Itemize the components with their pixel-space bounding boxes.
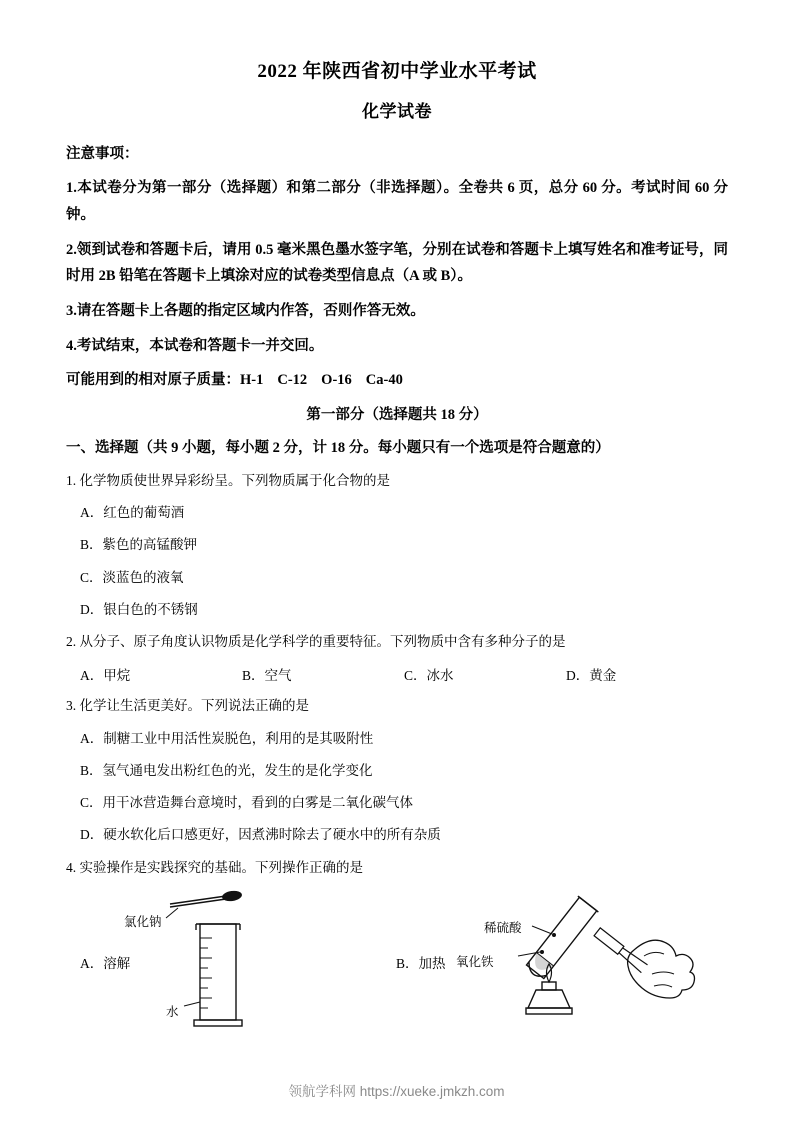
- question-1-stem: [66, 471, 728, 491]
- notice-heading: 注意事项：: [66, 146, 139, 162]
- question-4-stem: [66, 858, 728, 878]
- question-3-option-c[interactable]: C．用干冰营造舞台意境时，看到的白雾是二氧化碳气体: [80, 795, 414, 811]
- question-3-stem: [66, 696, 728, 716]
- footer-watermark: 领航学科网 https://xueke.jmkzh.com: [288, 1084, 505, 1099]
- question-4-option-b-label[interactable]: B．加热: [396, 955, 446, 971]
- question-3-number: 3.: [66, 698, 77, 714]
- notice-item-1: 1.本试卷分为第一部分（选择题）和第二部分（非选择题）。全卷共 6 页，总分 60 分。考试时间 60 分钟。: [66, 180, 728, 223]
- section-heading: 一、选择题（共 9 小题，每小题 2 分，计 18 分。每小题只有一个选项是符合题意的）: [66, 439, 610, 456]
- question-3-option-b[interactable]: B．氢气通电发出粉红色的光，发生的是化学变化: [80, 762, 373, 778]
- question-1-option-b[interactable]: B．紫色的高锰酸钾: [80, 537, 198, 553]
- question-2-option-d[interactable]: D．黄金: [566, 668, 617, 684]
- figure-a-dissolving-apparatus: [116, 890, 356, 1040]
- atomic-mass-c: C-12: [277, 371, 308, 388]
- atomic-mass-h: H-1: [240, 371, 264, 388]
- question-2-stem: [66, 632, 728, 652]
- question-1-number: 1.: [66, 472, 77, 488]
- question-2-option-b[interactable]: B．空气: [242, 668, 292, 684]
- atomic-mass-label: 可能用到的相对原子质量：: [66, 371, 240, 388]
- figure-b-label-dilute-sulfuric-acid: 稀硫酸: [484, 920, 522, 935]
- question-2-number: 2.: [66, 634, 77, 650]
- question-2-text: 从分子、原子角度认识物质是化学科学的重要特征。下列物质中含有多种分子的是: [79, 634, 566, 650]
- question-1-option-a[interactable]: A．红色的葡萄酒: [80, 505, 185, 521]
- question-4-number: 4.: [66, 859, 77, 875]
- question-3-option-d[interactable]: D．硬水软化后口感更好，因煮沸时除去了硬水中的所有杂质: [80, 827, 441, 843]
- page-title: 2022 年陕西省初中学业水平考试: [257, 61, 537, 82]
- page-content: [66, 56, 728, 1040]
- figure-b-label-iron-oxide: 氧化铁: [456, 954, 494, 969]
- question-1-option-d[interactable]: D．银白色的不锈钢: [80, 601, 198, 617]
- question-4-figures: [66, 890, 728, 1040]
- question-1-option-c[interactable]: C．淡蓝色的液氧: [80, 569, 184, 585]
- figure-b-heating-apparatus: [466, 890, 726, 1040]
- atomic-mass-ca: Ca-40: [365, 371, 403, 388]
- question-4-option-a-label[interactable]: A．溶解: [80, 955, 131, 971]
- figure-a-label-water: 水: [166, 1004, 179, 1019]
- question-3-option-a[interactable]: A．制糖工业中用活性炭脱色，利用的是其吸附性: [80, 730, 374, 746]
- notice-item-3: 3.请在答题卡上各题的指定区域内作答，否则作答无效。: [66, 303, 425, 320]
- question-1-text: 化学物质使世界异彩纷呈。下列物质属于化合物的是: [79, 472, 390, 488]
- question-4-text: 实验操作是实践探究的基础。下列操作正确的是: [79, 859, 363, 875]
- part-heading: 第一部分（选择题共 18 分）: [306, 406, 488, 423]
- question-3-text: 化学让生活更美好。下列说法正确的是: [79, 698, 309, 714]
- notice-item-4: 4.考试结束，本试卷和答题卡一并交回。: [66, 338, 324, 355]
- question-2-option-a[interactable]: A．甲烷: [80, 668, 131, 684]
- page-subtitle: 化学试卷: [362, 102, 432, 121]
- notice-item-2: 2.领到试卷和答题卡后，请用 0.5 毫米黑色墨水签字笔，分别在试卷和答题卡上填写姓名和准考证号，同时用 2B 铅笔在答题卡上填涂对应的试卷类型信息点（A 或 B）。: [66, 241, 728, 285]
- atomic-mass-o: O-16: [321, 371, 352, 388]
- question-2-options: [66, 664, 728, 684]
- figure-a-label-sodium-chloride: 氯化钠: [124, 914, 162, 929]
- atomic-mass-line: [66, 368, 728, 389]
- question-2-option-c[interactable]: C．冰水: [404, 668, 454, 684]
